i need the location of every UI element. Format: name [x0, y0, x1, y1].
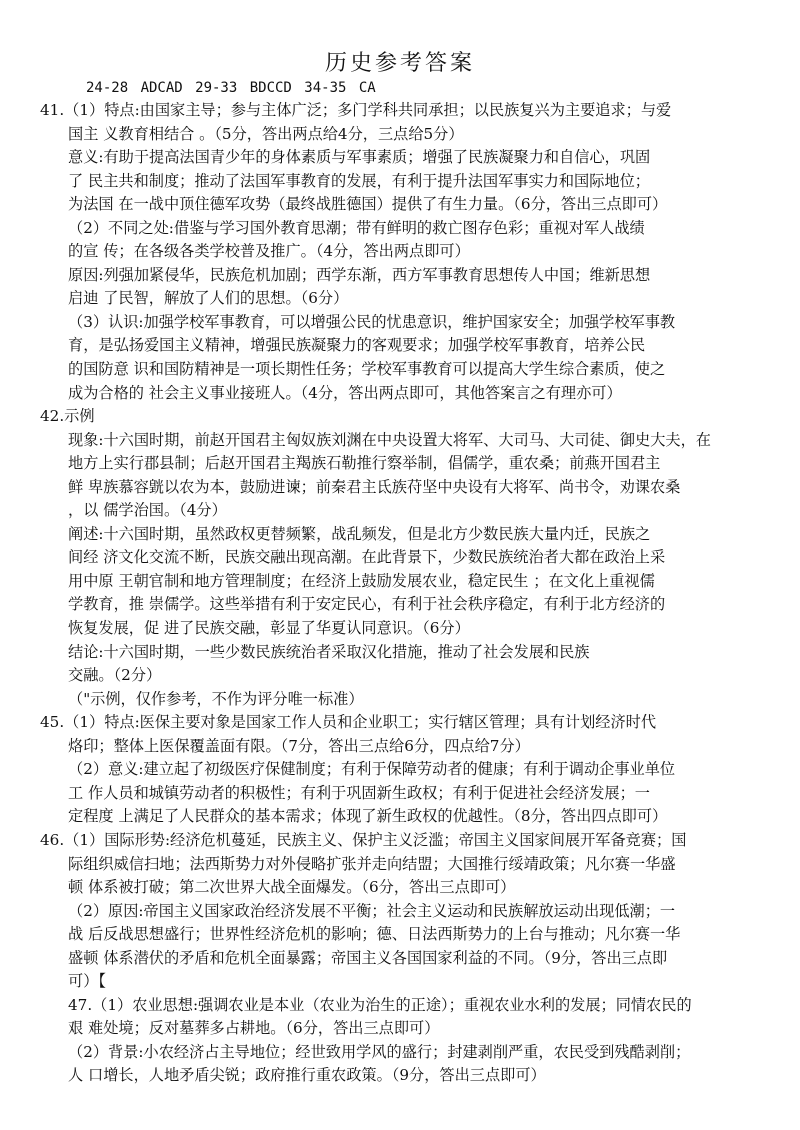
answer-text-line: ，以 儒学治国。（4分）	[68, 501, 227, 520]
answer-text-line: （2）意义:建立起了初级医疗保健制度；有利于保障劳动者的健康；有利于调动企事业单位	[68, 760, 676, 779]
answer-text-line: 间经 济文化交流不断，民族交融出现高潮。在此背景下，少数民族统治者大都在政治上采	[68, 548, 666, 567]
answer-text-line: （"示例，仅作参考，不作为评分唯一标准）	[68, 689, 364, 708]
answer-text-line: 了 民主共和制度；推动了法国军事教育的发展，有利于提升法国军事实力和国际地位；	[68, 171, 650, 190]
answer-text-line: 的国防意 识和国防精神是一项长期性任务；学校军事教育可以提高大学生综合素质，使之	[68, 360, 666, 379]
answer-text-line: 人 口增长，人地矛盾尖锐；政府推行重农政策。（9分，答出三点即可）	[68, 1066, 546, 1085]
answer-body	[40, 99, 785, 1088]
answer-text-line: 地方上实行郡县制；后赵开国君主羯族石勒推行察举制，倡儒学，重农桑；前燕开国君主	[68, 454, 661, 473]
answer-text-line: 阐述:十六国时期，虽然政权更替频繁，战乱频发，但是北方少数民族大量内迁，民族之	[68, 524, 651, 543]
answer-text-line: 成为合格的 社会主义事业接班人。（4分，答出两点即可，其他答案言之有理亦可）	[68, 383, 622, 402]
answer-text-line: 用中原 王朝官制和地方管理制度；在经济上鼓励发展农业，稳定民生 ；在文化上重视儒	[68, 571, 655, 590]
answer-text-line: 可）【	[68, 972, 106, 991]
answer-text-line: 盛顿 体系潜伏的矛盾和危机全面暴露；帝国主义各国国家利益的不同。（9分，答出三点即	[68, 948, 668, 967]
answer-text-line: （2）原因:帝国主义国家政治经济发展不平衡；社会主义运动和民族解放运动出现低潮；一	[68, 901, 676, 920]
answer-text-line: 艰 难处境；反对墓葬多占耕地。（6分，答出三点即可）	[68, 1019, 440, 1038]
answer-text-line: 交融。（2分）	[68, 666, 162, 685]
answer-text-line: （2）不同之处:借鉴与学习国外教育思潮；带有鲜明的救亡图存色彩；重视对军人战绩	[68, 218, 645, 237]
page-title: 历史参考答案	[324, 51, 475, 76]
answer-text-line: 46.（1）国际形势:经济危机蔓延，民族主义、保护主义泛滥；帝国主义国家间展开军备竞赛；国	[40, 830, 687, 849]
answer-text-line: 国主 义教育相结合 。（5分，答出两点给4分，三点给5分）	[68, 124, 464, 143]
answer-text-line: 的宣 传；在各级各类学校普及推广。（4分，答出两点即可）	[68, 242, 470, 261]
answer-text-line: （2）背景:小农经济占主导地位；经世致用学风的盛行；封建剥削严重，农民受到残酷剥削；	[68, 1042, 691, 1061]
answer-text-line: 顿 体系被打破；第二次世界大战全面爆发。（6分，答出三点即可）	[68, 878, 516, 897]
answer-text-line: 战 后反战思想盛行；世界性经济危机的影响；德、日法西斯势力的上台与推动；凡尔赛一华	[68, 925, 681, 944]
answer-text-line: 45.（1）特点:医保主要对象是国家工作人员和企业职工；实行辖区管理；具有计划经济时代	[40, 713, 657, 732]
answer-text-line: 恢复发展，促 进了民族交融，彰显了华夏认同意识。（6分）	[68, 619, 470, 638]
answer-text-line: 47.（1）农业思想:强调农业是本业（农业为治生的正途）；重视农业水利的发展；同情农民的	[68, 995, 692, 1014]
multiple-choice-answer-key: 24-28 ADCAD 29-33 BDCCD 34-35 CA	[86, 80, 376, 96]
answer-text-line: 原因:列强加紧侵华，民族危机加剧；西学东渐，西方军事教育思想传人中国；维新思想	[68, 265, 651, 284]
answer-text-line: 定程度 上满足了人民群众的基本需求；体现了新生政权的优越性。（8分，答出四点即可）	[68, 807, 668, 826]
answer-text-line: 工 作人员和城镇劳动者的积极性；有利于巩固新生政权；有利于促进社会经济发展；一	[68, 783, 650, 802]
answer-text-line: 41.（1）特点:由国家主导；参与主体广泛；多门学科共同承担；以民族复兴为主要追求；与爱	[40, 101, 672, 119]
answer-text-line: 意义:有助于提高法国青少年的身体素质与军事素质；增强了民族凝聚力和自信心，巩固	[68, 148, 651, 167]
answer-text-line: 为法国 在一战中顶住德军攻势（最终战胜德国）提供了有生力量。（6分，答出三点即可）	[68, 195, 668, 214]
answer-text-line: 际组织威信扫地；法西斯势力对外侵略扩张并走向结盟；大国推行绥靖政策；凡尔赛一华盛	[68, 854, 676, 873]
answer-text-line: 学教育，推 崇儒学。这些举措有利于安定民心，有利于社会秩序稳定，有利于北方经济的	[68, 595, 666, 614]
answer-text-line: 现象:十六国时期，前赵开国君主匈奴族刘渊在中央设置大将军、大司马、大司徒、御史大夫，在	[68, 430, 711, 449]
answer-text-line: 启迪 了民智，解放了人们的思想。（6分）	[68, 289, 349, 308]
answer-text-line: 烙印；整体上医保覆盖面有限。（7分，答出三点给6分，四点给7分）	[68, 736, 530, 755]
answer-text-line: 42.示例	[40, 407, 95, 426]
answer-text-line: 鲜 卑族慕容皝以农为本，鼓励进谏；前秦君主氐族苻坚中央设有大将军、尚书令，劝课农桑	[68, 477, 681, 496]
answer-text-line: 结论:十六国时期，一些少数民族统治者采取汉化措施，推动了社会发展和民族	[68, 642, 590, 661]
answer-text-line: （3）认识:加强学校军事教育，可以增强公民的忧患意识，维护国家安全；加强学校军事教	[68, 312, 676, 331]
answer-text-line: 育，是弘扬爱国主义精神，增强民族凝聚力的客观要求；加强学校军事教育，培养公民	[68, 336, 646, 355]
